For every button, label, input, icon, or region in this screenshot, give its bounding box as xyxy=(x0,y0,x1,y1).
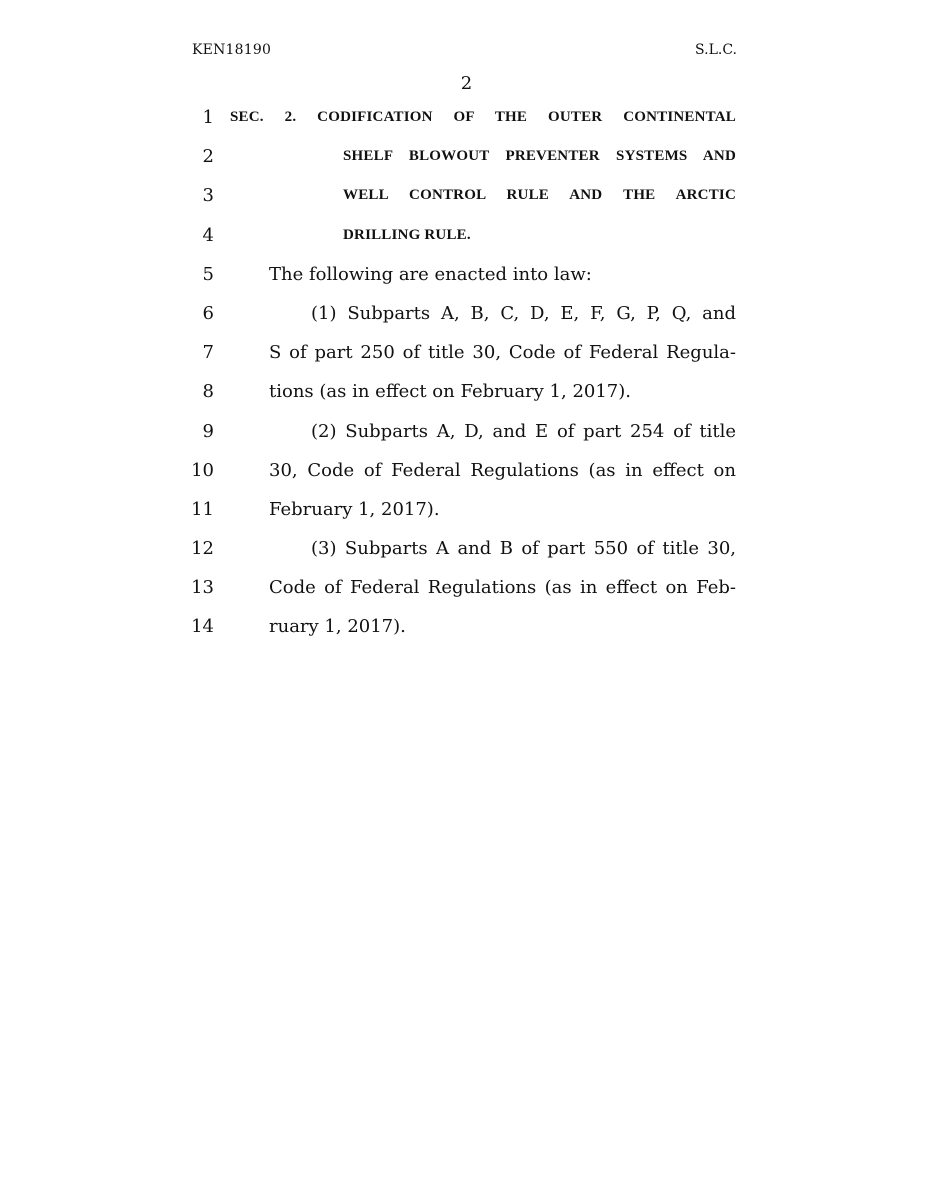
paragraph-2-text: February 1, 2017). xyxy=(269,498,440,520)
section-heading-continued: SHELF BLOWOUT PREVENTER SYSTEMS AND xyxy=(343,148,736,165)
text-line xyxy=(0,182,927,221)
paragraph-2-text: 30, Code of Federal Regulations (as in effect on xyxy=(269,459,736,481)
paragraph-2-text: (2) Subparts A, D, and E of part 254 of title xyxy=(311,420,736,442)
line-number: 13 xyxy=(191,577,214,599)
text-line xyxy=(0,418,927,457)
line-number: 8 xyxy=(202,381,214,403)
text-line xyxy=(0,535,927,574)
line-number: 6 xyxy=(202,302,214,324)
paragraph-3-text: ruary 1, 2017). xyxy=(269,616,406,638)
line-number: 12 xyxy=(191,538,214,560)
text-line xyxy=(0,339,927,378)
line-number: 11 xyxy=(191,498,214,520)
text-line xyxy=(0,261,927,300)
line-number: 5 xyxy=(202,263,214,285)
document-id: KEN18190 xyxy=(192,42,272,58)
line-number: 4 xyxy=(202,224,214,246)
body-text: The following are enacted into law: xyxy=(269,263,592,285)
text-line xyxy=(0,378,927,417)
line-number: 1 xyxy=(202,107,214,128)
paragraph-3-text: Code of Federal Regulations (as in effect on Feb- xyxy=(269,577,736,599)
text-line xyxy=(0,222,927,261)
line-number: 10 xyxy=(191,459,214,481)
text-line xyxy=(0,574,927,613)
section-heading-end: DRILLING RULE. xyxy=(343,226,471,243)
paragraph-1-text: S of part 250 of title 30, Code of Federal Regula- xyxy=(269,342,736,364)
text-line xyxy=(0,300,927,339)
page-number: 2 xyxy=(460,73,473,94)
line-number: 9 xyxy=(202,420,214,442)
section-heading: SEC. 2. CODIFICATION OF THE OUTER CONTINENTAL xyxy=(230,109,736,125)
bill-text xyxy=(0,104,927,653)
slc-label: S.L.C. xyxy=(695,42,737,58)
text-line xyxy=(0,613,927,652)
text-line xyxy=(0,457,927,496)
line-number: 7 xyxy=(202,342,214,364)
line-number: 3 xyxy=(202,185,214,207)
paragraph-1-text: tions (as in effect on February 1, 2017). xyxy=(269,381,631,403)
section-heading-continued: WELL CONTROL RULE AND THE ARCTIC xyxy=(343,187,736,204)
text-line xyxy=(0,143,927,182)
line-number: 14 xyxy=(191,616,214,638)
line-number: 2 xyxy=(202,146,214,168)
paragraph-1-text: (1) Subparts A, B, C, D, E, F, G, P, Q, and xyxy=(311,302,736,324)
text-line xyxy=(0,496,927,535)
paragraph-3-text: (3) Subparts A and B of part 550 of title 30, xyxy=(311,538,736,560)
text-line xyxy=(0,104,927,143)
